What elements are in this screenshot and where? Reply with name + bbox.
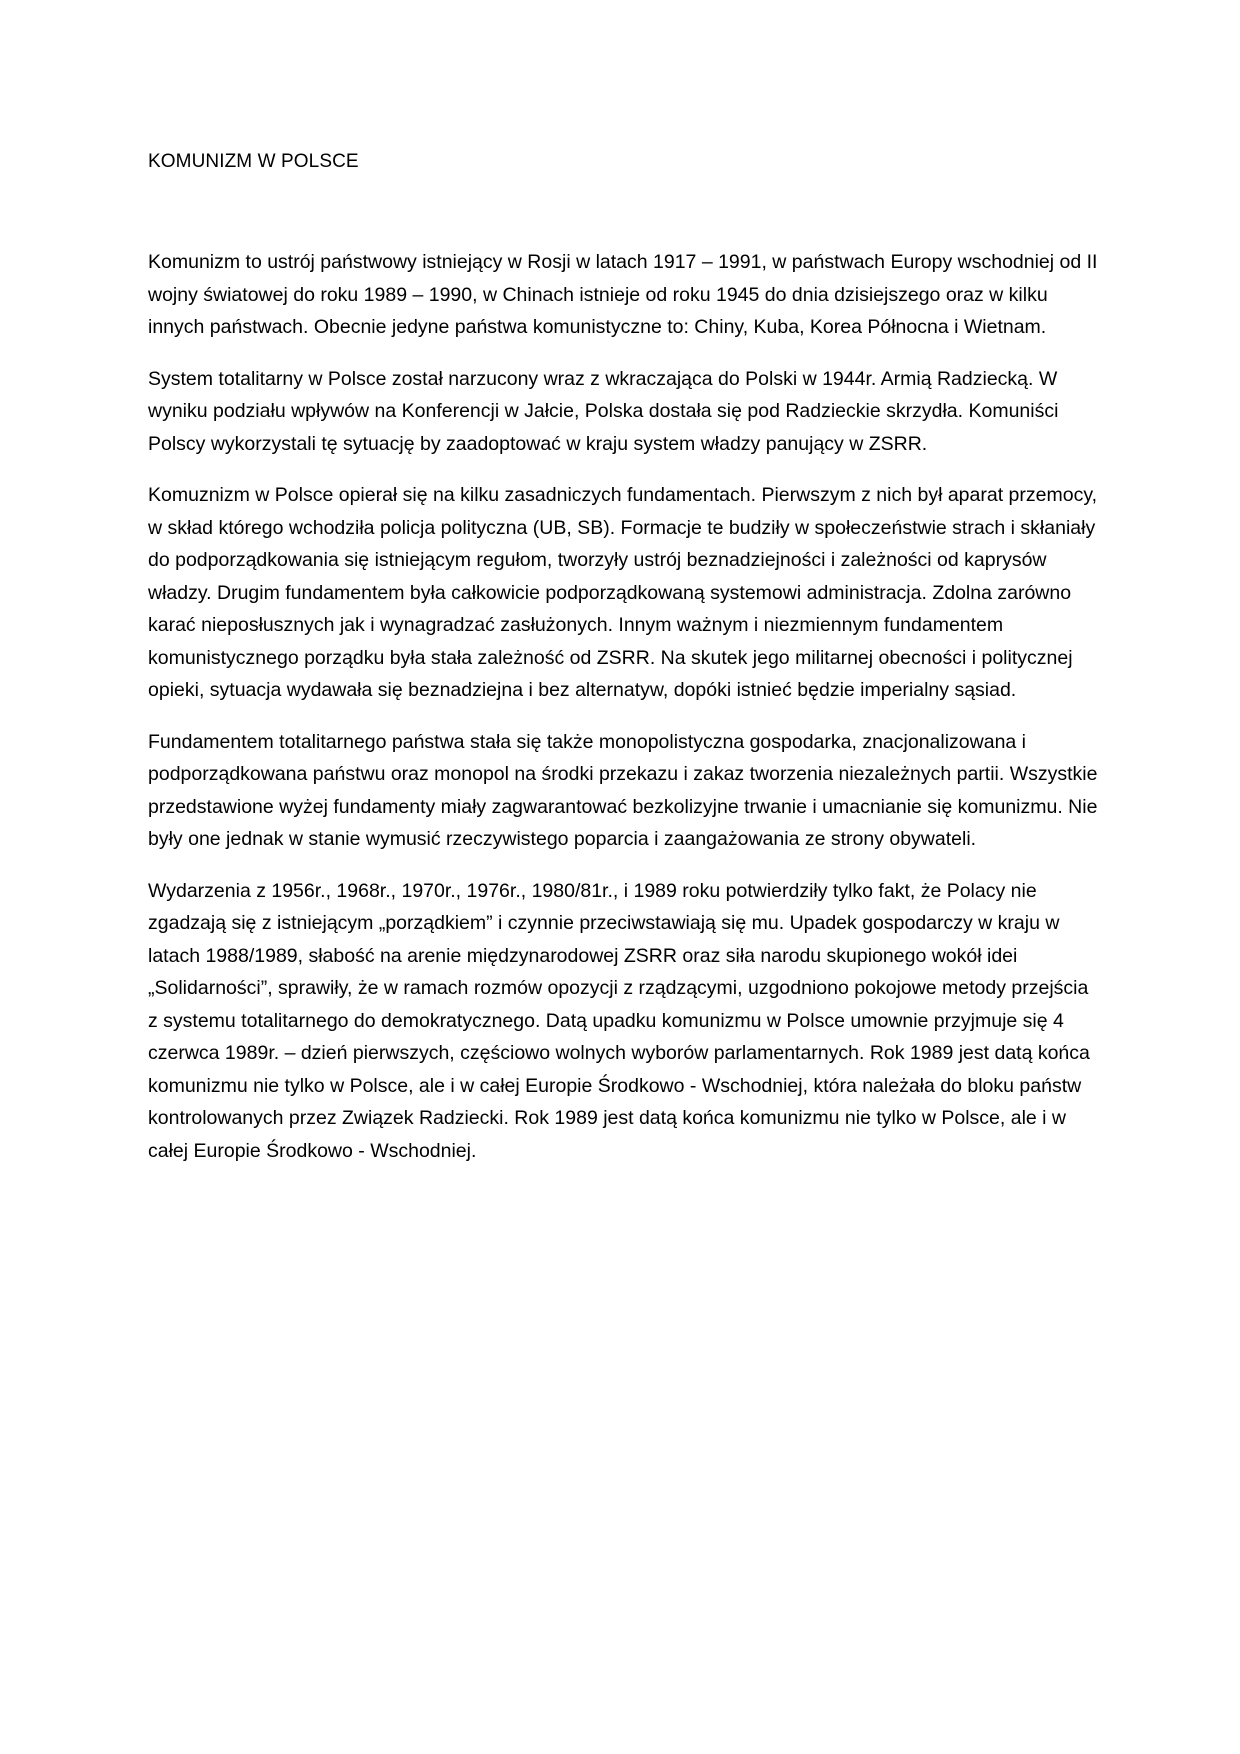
- paragraph-imposition: System totalitarny w Polsce został narzucony wraz z wkraczająca do Polski w 1944r. Armią Radziecką. W wyniku podziału wpływów na Konferencji w Jałcie, Polska dostała się pod Radzieckie skrzydła. Komuniści Polscy wykorzystali tę sytuację by zaadoptować w kraju system władzy panujący w ZSRR.: [148, 367, 1059, 455]
- document-body: [148, 150, 1098, 1186]
- document-title: KOMUNIZM W POLSCE: [148, 151, 359, 172]
- paragraph-economy: Fundamentem totalitarnego państwa stała się także monopolistyczna gospodarka, znacjonalizowana i podporządkowana państwu oraz monopol na środki przekazu i zakaz tworzenia niezależnych partii. Wszystkie przedstawione wyżej fundamenty miały zagwarantować bezkolizyjne trwanie i umacnianie się komunizmu. Nie były one jednak w stanie wymusić rzeczywistego poparcia i zaangażowania ze strony obywateli.: [148, 730, 1098, 850]
- paragraph-intro: Komunizm to ustrój państwowy istniejący w Rosji w latach 1917 – 1991, w państwach Europy wschodniej od II wojny światowej do roku 1989 – 1990, w Chinach istnieje od roku 1945 do dnia dzisiejszego oraz w kilku innych państwach. Obecnie jedyne państwa komunistyczne to: Chiny, Kuba, Korea Północna i Wietnam.: [148, 251, 1098, 338]
- paragraph-events: Wydarzenia z 1956r., 1968r., 1970r., 1976r., 1980/81r., i 1989 roku potwierdziły tylko fakt, że Polacy nie zgadzają się z istniejącym „porządkiem” i czynnie przeciwstawiają się mu. Upadek gospodarczy w kraju w latach 1988/1989, słabość na arenie międzynarodowej ZSRR oraz siła narodu skupionego wokół idei „Solidarności”, sprawiły, że w ramach rozmów opozycji z rządzącymi, uzgodniono pokojowe metody przejścia z systemu totalitarnego do demokratycznego. Datą upadku komunizmu w Polsce umownie przyjmuje się 4 czerwca 1989r. – dzień pierwszych, częściowo wolnych wyborów parlamentarnych. Rok 1989 jest datą końca komunizmu nie tylko w Polsce, ale i w całej Europie Środkowo - Wschodniej, która należała do bloku państw kontrolowanych przez Związek Radziecki. Rok 1989 jest datą końca komunizmu nie tylko w Polsce, ale i w całej Europie Środkowo - Wschodniej.: [148, 879, 1090, 1162]
- paragraph-foundations: Komuznizm w Polsce opierał się na kilku zasadniczych fundamentach. Pierwszym z nich był aparat przemocy, w skład którego wchodziła policja polityczna (UB, SB). Formacje te budziły w społeczeństwie strach i skłaniały do podporządkowania się istniejącym regułom, tworzyły ustrój beznadziejności i zależności od kaprysów władzy. Drugim fundamentem była całkowicie podporządkowaną systemowi administracja. Zdolna zarówno karać nieposłusznych jak i wynagradzać zasłużonych. Innym ważnym i niezmiennym fundamentem komunistycznego porządku była stała zależność od ZSRR. Na skutek jego militarnej obecności i politycznej opieki, sytuacja wydawała się beznadziejna i bez alternatyw, dopóki istnieć będzie imperialny sąsiad.: [148, 484, 1098, 701]
